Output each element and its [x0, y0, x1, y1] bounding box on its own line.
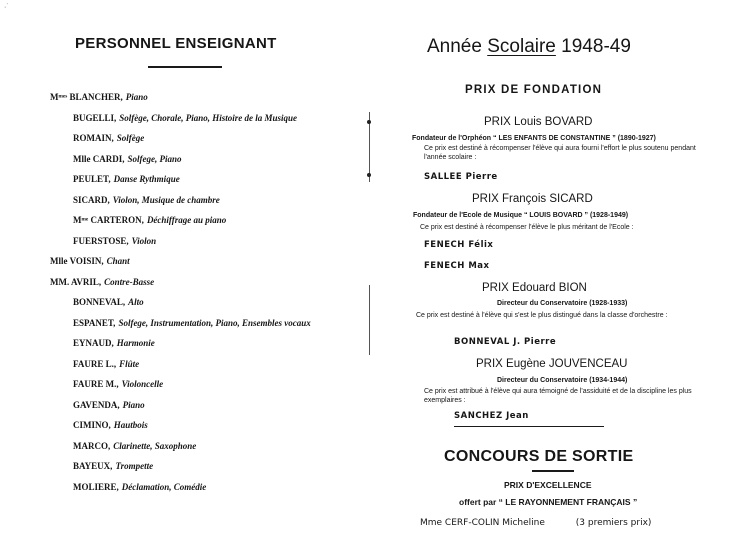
staff-row — [73, 174, 180, 184]
binding-line-bottom — [369, 285, 370, 355]
year-title-underlined: Scolaire — [487, 36, 556, 57]
staff-row — [73, 236, 156, 246]
prize-title: PRIX François SICARD — [472, 193, 593, 205]
prize-title: PRIX Edouard BION — [482, 282, 587, 294]
laureate-name: SALLEE Pierre — [424, 172, 498, 182]
staff-role: Harmonie — [116, 338, 155, 348]
staff-row — [50, 92, 148, 102]
staff-name: BAYEUX, — [73, 461, 113, 471]
staff-row — [73, 154, 182, 164]
right-page — [372, 0, 740, 555]
binding-dot — [367, 120, 371, 124]
staff-role: Solfège — [116, 133, 145, 143]
staff-role: Clarinette, Saxophone — [113, 440, 197, 451]
staff-role: Déclamation, Comédie — [121, 481, 207, 492]
prize-founder: Fondateur de l'Ecole de Musique “ LOUIS BOVARD ” (1928-1949) — [413, 212, 629, 219]
staff-role: Flûte — [119, 358, 140, 369]
laureate-name: BONNEVAL J. Pierre — [454, 337, 557, 347]
staff-role: Solfege, Instrumentation, Piano, Ensembles vocaux — [118, 317, 311, 328]
staff-name: BONNEVAL, — [73, 297, 126, 307]
prix-fondation-heading: PRIX DE FONDATION — [465, 84, 603, 96]
staff-name: FAURE L., — [73, 358, 117, 369]
staff-row — [73, 379, 163, 389]
prize-title: PRIX Eugène JOUVENCEAU — [476, 358, 628, 370]
staff-role: Hautbois — [113, 420, 148, 430]
staff-name: ESPANET, — [73, 317, 116, 328]
staff-role: Violon — [131, 235, 157, 246]
concours-underline — [532, 470, 574, 472]
staff-name: Mᵐᵉˢ BLANCHER, — [50, 92, 123, 102]
staff-row — [73, 441, 196, 451]
laureate-name: FENECH Max — [424, 261, 490, 271]
staff-role: Alto — [128, 297, 144, 307]
prize-note: Ce prix est destiné à récompenser l'élève qui aura fourni l'effort le plus soutenu pendant l'année scolaire : — [424, 145, 696, 161]
staff-name: GAVENDA, — [73, 399, 120, 410]
laureate-name: FENECH Félix — [424, 240, 494, 250]
final-laureate — [420, 518, 651, 528]
staff-name: MARCO, — [73, 440, 111, 451]
staff-role: Déchiffrage au piano — [146, 215, 227, 225]
staff-row — [50, 256, 130, 266]
staff-name: MM. AVRIL, — [50, 276, 102, 287]
final-laureate-name: Mme CERF-COLIN Micheline — [420, 518, 545, 528]
binding-dot — [367, 173, 371, 177]
staff-row — [73, 215, 226, 225]
staff-role: Solfege, Piano — [127, 153, 182, 164]
staff-name: Mlle CARDI, — [73, 153, 125, 164]
staff-name: Mlle VOISIN, — [50, 256, 104, 266]
staff-name: ROMAIN, — [73, 133, 114, 143]
staff-row — [73, 400, 145, 410]
prize-founder: Directeur du Conservatoire (1928-1933) — [497, 300, 628, 307]
laureate-name: SANCHEZ Jean — [454, 411, 529, 421]
staff-role: Solfège, Chorale, Piano, Histoire de la Musique — [119, 112, 298, 123]
staff-name: BUGELLI, — [73, 112, 117, 123]
staff-name: PEULET, — [73, 174, 111, 184]
section-divider — [454, 426, 604, 427]
prize-note: Ce prix est destiné à récompenser l'élève le plus méritant de l'Ecole : — [420, 224, 634, 231]
staff-role: Danse Rythmique — [113, 174, 180, 184]
staff-row — [73, 297, 144, 307]
staff-row — [73, 461, 153, 471]
staff-row — [73, 195, 220, 205]
staff-role: Chant — [106, 256, 130, 266]
staff-row — [73, 133, 144, 143]
staff-row — [73, 359, 139, 369]
staff-row — [50, 277, 154, 287]
staff-role: Piano — [122, 399, 145, 410]
staff-name: MOLIERE, — [73, 481, 119, 492]
staff-name: Mᵐᵉ CARTERON, — [73, 215, 144, 225]
staff-role: Violon, Musique de chambre — [112, 194, 220, 205]
prize-title: PRIX Louis BOVARD — [484, 116, 593, 128]
staff-name: EYNAUD, — [73, 338, 114, 348]
staff-role: Piano — [125, 92, 148, 102]
title-underline — [148, 66, 222, 68]
offert-par: offert par “ LE RAYONNEMENT FRANÇAIS ” — [459, 497, 638, 507]
staff-row — [73, 113, 297, 123]
prize-note: Ce prix est attribué à l'élève qui aura témoigné de l'assiduité et de la discipline les plus exemplaires : — [424, 388, 692, 404]
final-laureate-note: (3 premiers prix) — [575, 518, 652, 528]
staff-name: SICARD, — [73, 194, 110, 205]
staff-name: FUERSTOSE, — [73, 235, 129, 246]
staff-row — [73, 420, 148, 430]
concours-heading: CONCOURS DE SORTIE — [444, 448, 634, 465]
year-title — [427, 36, 631, 58]
scan-mark-icon: ·˙ — [4, 4, 9, 11]
staff-row — [73, 482, 206, 492]
staff-title: PERSONNEL ENSEIGNANT — [75, 35, 277, 52]
staff-row — [73, 318, 311, 328]
staff-role: Violoncelle — [121, 379, 164, 389]
prix-excellence: PRIX D'EXCELLENCE — [504, 480, 592, 490]
staff-row — [73, 338, 155, 348]
staff-name: FAURE M., — [73, 379, 119, 389]
prize-note: Ce prix est destiné à l'élève qui s'est le plus distingué dans la classe d'orchestre : — [416, 312, 668, 319]
staff-role: Trompette — [115, 461, 154, 471]
prize-founder: Fondateur de l'Orphéon “ LES ENFANTS DE CONSTANTINE ” (1890-1927) — [412, 135, 656, 142]
staff-role: Contre-Basse — [104, 276, 155, 287]
year-title-prefix: Année — [427, 36, 482, 57]
staff-name: CIMINO, — [73, 420, 111, 430]
year-title-year: 1948-49 — [561, 36, 631, 57]
prize-founder: Directeur du Conservatoire (1934-1944) — [497, 377, 628, 384]
